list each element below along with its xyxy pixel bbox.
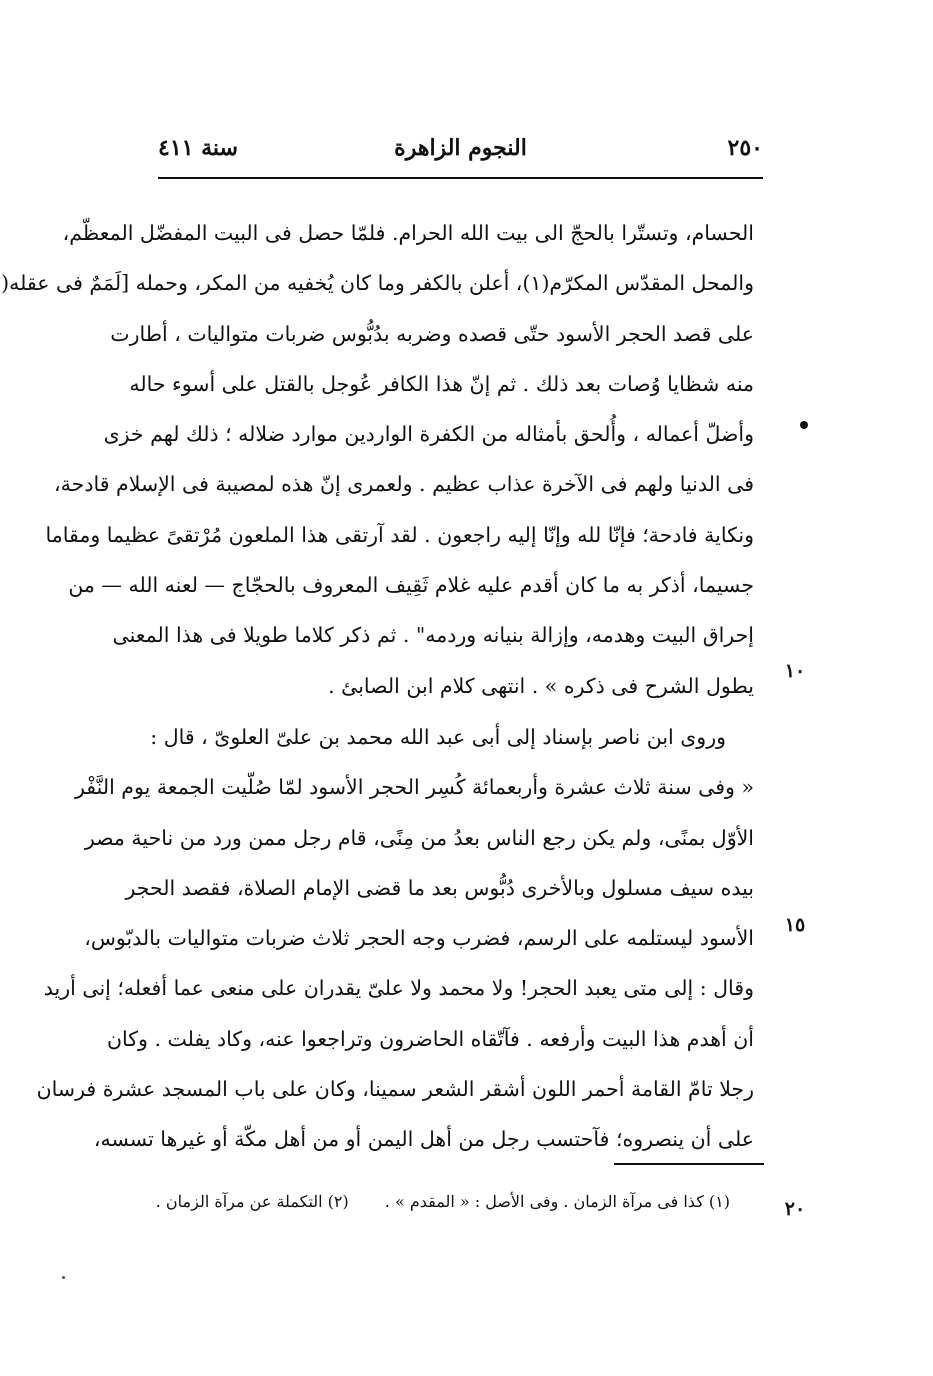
text-line: فى الدنيا ولهم فى الآخرة عذاب عظيم . ولعمرى إنّ هذه لمصيبة فى الإسلام قادحة، — [54, 472, 754, 497]
text-line: الحسام، وتستّرا بالحجّ الى بيت الله الحرام. فلمّا حصل فى البيت المفضّل المعظّم، — [62, 221, 754, 245]
footnote-2: (٢) التكملة عن مرآة الزمان . — [155, 1192, 349, 1211]
page-number: ٢٥٠ — [727, 135, 763, 161]
margin-dot — [800, 421, 808, 429]
scan-speck — [62, 1276, 65, 1279]
text-line: وقال : إلى متى يعبد الحجر! ولا محمد ولا علىّ يقدران على منعى عما أفعله؛ إنى أريد — [43, 976, 754, 1001]
text-line: بيده سيف مسلول وبالأخرى دُبُّوس بعد ما قضى الإمام الصلاة، فقصد الحجر — [125, 875, 754, 900]
line-number-15: ١٥ — [784, 914, 806, 936]
text-line: وأضلّ أعماله ، وأُلحق بأمثاله من الكفرة الواردين موارد ضلاله ؛ ذلك لهم خزى — [103, 422, 754, 447]
header-rule — [158, 177, 763, 179]
book-title: النجوم الزاهرة — [394, 135, 527, 161]
text-line: « وفى سنة ثلاث عشرة وأربعمائة كُسِر الحجر الأسود لمّا صُلّيت الجمعة يوم النَّفْر — [74, 775, 754, 800]
text-line: إحراق البيت وهدمه، وإزالة بنيانه وردمه" . ثم ذكر كلاما طويلا فى هذا المعنى — [112, 623, 754, 648]
text-line: يطول الشرح فى ذكره » . انتهى كلام ابن الصابئ . — [328, 673, 754, 698]
footnote-1: (١) كذا فى مرآة الزمان . وفى الأصل : « المقدم » . — [384, 1192, 730, 1211]
line-number-10: ١٠ — [784, 660, 806, 682]
text-line: والمحل المقدّس المكرّم(١)، أعلن بالكفر وما كان يُخفيه من المكر، وحمله [لَمَمٌ فى عقله( — [1, 271, 754, 296]
text-line: الأوّل بمنًى، ولم يكن رجع الناس بعدُ من مِنًى، قام رجل ممن ورد من ناحية مصر — [84, 825, 754, 850]
year-heading: سنة ٤١١ — [158, 135, 238, 161]
footnotes — [155, 1186, 730, 1218]
line-number-20: ٢٠ — [784, 1198, 806, 1220]
text-line: وروى ابن ناصر بإسناد إلى أبى عبد الله محمد بن علىّ العلوىّ ، قال : — [150, 725, 726, 749]
footnote-rule — [614, 1163, 764, 1165]
text-line: جسيما، أذكر به ما كان أقدم عليه غلام ثَقِيف المعروف بالحجّاج — لعنه الله — من — [68, 573, 754, 598]
running-header — [158, 128, 763, 176]
paragraph-2 — [36, 712, 754, 1165]
text-line: الأسود ليستلمه على الرسم، فضرب وجه الحجر ثلاث ضربات متواليات بالدبّوس، — [84, 926, 754, 951]
text-line: على أن ينصروه؛ فآحتسب رجل من أهل اليمن أو من أهل مكّة أو غيرها تسسه، — [93, 1127, 754, 1152]
text-line: رجلا تامّ القامة أحمر اللون أشقر الشعر سمينا، وكان على باب المسجد عشرة فرسان — [36, 1077, 754, 1102]
text-line: ونكاية فادحة؛ فإنّا لله وإنّا إليه راجعون . لقد آرتقى هذا الملعون مُرْتقىً عظيما ومقاما — [45, 522, 754, 547]
text-line: أن أهدم هذا البيت وأرفعه . فآتّقاه الحاضرون وتراجعوا عنه، وكاد يفلت . وكان — [106, 1026, 754, 1051]
text-line: منه شظايا وُصات بعد ذلك . ثم إنّ هذا الكافر عُوجل بالقتل على أسوء حاله — [129, 371, 754, 396]
paragraph-1 — [1, 208, 754, 711]
text-line: على قصد الحجر الأسود حتّى قصده وضربه بدُبُّوس ضربات متواليات ، أطارت — [110, 321, 754, 346]
